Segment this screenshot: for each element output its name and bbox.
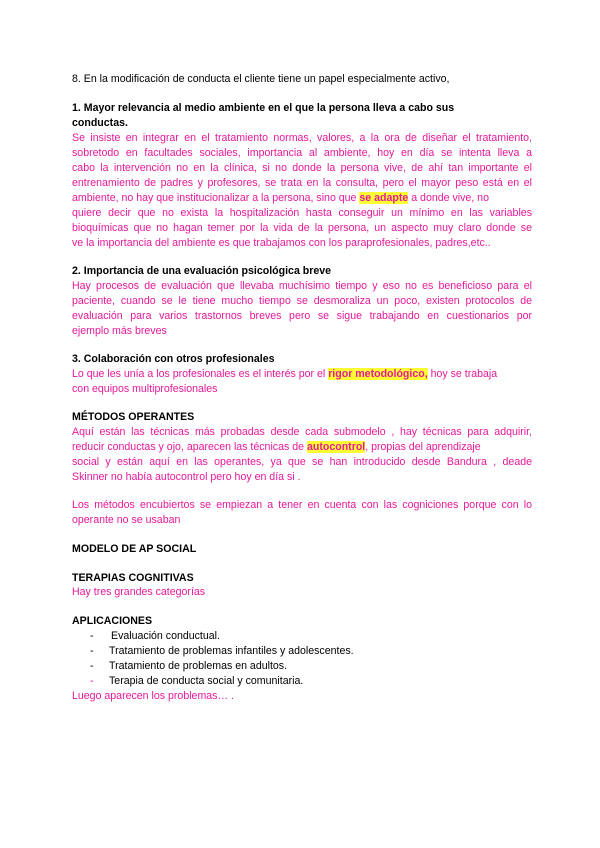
text-fragment: a donde vive, no [408, 192, 489, 204]
bullet-dash: - [90, 675, 94, 687]
section-1-text-line: Se insiste en integrar en el tratamiento normas, valores, a la ora de diseñar el tratamiento, [72, 132, 532, 144]
section-1-text-line: ve la importancia del ambiente es que trabajamos con los paraprofesionales, padres,etc.. [72, 237, 491, 249]
metodos-operantes-heading: MÉTODOS OPERANTES [72, 411, 195, 423]
highlight-autocontrol: autocontrol [306, 441, 366, 453]
section-1-text-line: quiere decir que no exista la hospitalización hasta conseguir un mínimo en las variables [72, 207, 532, 219]
terapias-text-line: Hay tres grandes categorías [72, 586, 206, 598]
section-2-text-line: Hay procesos de evaluación que llevaba muchísimo tiempo y eso no es beneficioso para el [72, 280, 532, 292]
metodos-encubiertos-line: operante no se usaban [72, 514, 181, 526]
section-2-text-line: ejemplo más breves [72, 325, 167, 337]
aplicaciones-list [72, 629, 532, 689]
aplicaciones-footer: Luego aparecen los problemas… . [72, 690, 234, 702]
text-fragment: , propias del aprendizaje [365, 441, 481, 453]
section-1-text-line: cabo la intervención no en la clínica, si no donde la persona vive, de ahí tan importante el [72, 162, 532, 174]
metodos-text-line [72, 440, 532, 455]
text-fragment: ambiente, no hay que institucionalizar a la persona, sino que [72, 192, 360, 204]
section-3-text-line [72, 367, 532, 382]
section-1-text-line: entrenamiento de padres y profesores, se trata en la consulta, pero el mayor peso está en el [72, 177, 532, 189]
modelo-ap-social-heading: MODELO DE AP SOCIAL [72, 543, 197, 555]
list-item-text: Tratamiento de problemas en adultos. [109, 660, 288, 672]
metodos-text-line: social y están aquí en las operantes, ya que se han introducido desde Bandura , deade [72, 456, 532, 468]
section-1-text-line: sobretodo en facultades sociales, importancia al ambiente, hoy en día se intenta lleva a [72, 147, 532, 159]
section-2-text-line: paciente, cuando se le tiene mucho tiempo se desmoraliza un poco, existen protocolos de [72, 295, 532, 307]
section-1-text-line: bioquímicas que no hagan temer por la vida de la persona, un aspecto muy claro donde se [72, 222, 532, 234]
aplicaciones-heading: APLICACIONES [72, 615, 153, 627]
list-item-text: Evaluación conductual. [111, 630, 220, 642]
metodos-text-line: Skinner no había autocontrol pero hoy en día si . [72, 471, 301, 483]
metodos-text-line: Aquí están las técnicas más probadas desde cada submodelo , hay técnicas para adquirir, [72, 426, 532, 438]
terapias-cognitivas-heading: TERAPIAS COGNITIVAS [72, 572, 194, 584]
bullet-dash: - [90, 630, 94, 642]
text-fragment: Lo que les unía a los profesionales es el interés por el [72, 368, 329, 380]
section-3-heading: 3. Colaboración con otros profesionales [72, 353, 275, 365]
list-item-text: Tratamiento de problemas infantiles y adolescentes. [109, 645, 354, 657]
text-fragment: reducir conductas y ojo, aparecen las técnicas de [72, 441, 307, 453]
bullet-dash: - [90, 660, 94, 672]
question-8: 8. En la modificación de conducta el cliente tiene un papel especialmente activo, [72, 73, 450, 85]
text-fragment: hoy se trabaja [427, 368, 498, 380]
section-2-heading: 2. Importancia de una evaluación psicológica breve [72, 265, 332, 277]
section-2-text-line: evaluación para varios trastornos breves pero se sigue trabajando en cuestionarios por [72, 310, 532, 322]
section-1-heading-line-2: conductas. [72, 117, 128, 129]
highlight-rigor-metodologico: rigor metodológico, [328, 368, 428, 380]
section-3-text-line: con equipos multiprofesionales [72, 383, 218, 395]
highlight-se-adapte: se adapte [359, 192, 409, 204]
section-1-text-line [72, 191, 532, 206]
list-item-text: Terapia de conducta social y comunitaria. [109, 675, 304, 687]
bullet-dash: - [90, 645, 94, 657]
metodos-encubiertos-line: Los métodos encubiertos se empiezan a tener en cuenta con las cogniciones porque con lo [72, 499, 532, 511]
section-1-heading-line-1: 1. Mayor relevancia al medio ambiente en el que la persona lleva a cabo sus [72, 102, 455, 114]
